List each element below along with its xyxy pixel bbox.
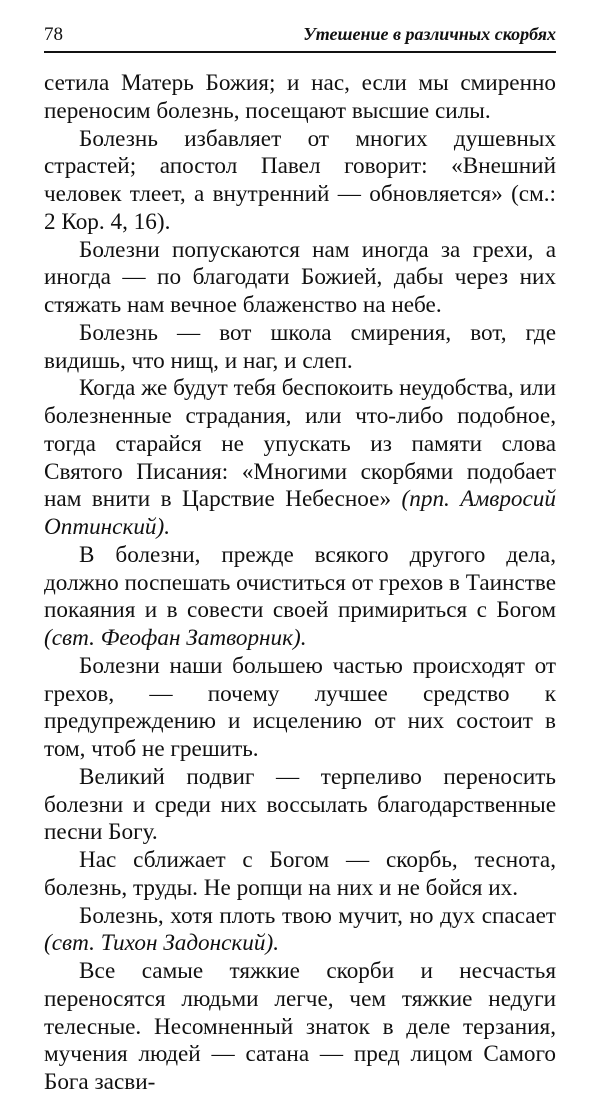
paragraph (44, 237, 556, 320)
paragraph (44, 70, 556, 126)
paragraph-text: Болезнь — вот школа смирения, вот, где видишь, что нищ, и наг, и слеп. (44, 319, 556, 374)
paragraph-text: Болезни наши большею частью происходят от грехов, — почему лучшее средство к предупреждению и исцелению от них состоит в том, чтоб не грешить. (44, 652, 556, 762)
page-number: 78 (44, 24, 63, 45)
running-title: Утешение в различных скорбях (303, 24, 556, 44)
paragraph (44, 958, 556, 1097)
paragraph (44, 847, 556, 903)
attribution: (свт. Тихон Задонский). (44, 930, 279, 957)
paragraph-text: Болезни попускаются нам иногда за грехи, а иногда — по благодати Божией, дабы через них стяжать нам вечное блаженство на небе. (44, 236, 556, 318)
paragraph (44, 320, 556, 376)
paragraph-text: В болезни, прежде всякого другого дела, должно поспешать очиститься от грехов в Таинстве покаяния и в совести своей примириться с Богом (44, 541, 556, 624)
page-body (44, 70, 556, 1097)
attribution: (свт. Феофан Затворник). (44, 625, 307, 651)
paragraph (44, 126, 556, 237)
paragraph-text: Болезнь, хотя плоть твою мучит, но дух спасает (79, 902, 556, 929)
paragraph (44, 375, 556, 542)
paragraph-text: Великий подвиг — терпеливо переносить болезни и среди них воссылать благодарственные песни Богу. (44, 763, 556, 846)
paragraph (44, 653, 556, 764)
paragraph (44, 764, 556, 847)
attribution: (прп. Амвросий Оптинский). (44, 486, 556, 540)
paragraph (44, 903, 556, 959)
paragraph-text: Болезнь избавляет от многих душевных страстей; апостол Павел говорит: «Внешний человек тлеет, а внутренний — обновляется» (см.: 2 Кор. 4, 16). (44, 125, 556, 235)
paragraph-text: Все самые тяжкие скорби и несчастья переносятся людьми легче, чем тяжкие недуги телесные. Несомненный знаток в деле терзания, мучения людей — сатана — пред лицом Самого Бога засви- (44, 958, 556, 1095)
paragraph (44, 542, 556, 653)
paragraph-text: сетила Матерь Божия; и нас, если мы смиренно переносим болезнь, посещают высшие силы. (44, 70, 556, 124)
paragraph-text: Нас сближает с Богом — скорбь, теснота, болезнь, труды. Не ропщи на них и не бойся их. (44, 847, 556, 901)
header-rule (44, 51, 556, 53)
running-header (44, 24, 556, 52)
paragraph-text: Когда же будут тебя беспокоить неудобства, или болезненные страдания, или что-либо подобное, тогда старайся не упускать из памяти слова Святого Писания: «Многими скорбями подобает нам внити в Царствие Небесное» (44, 375, 556, 513)
